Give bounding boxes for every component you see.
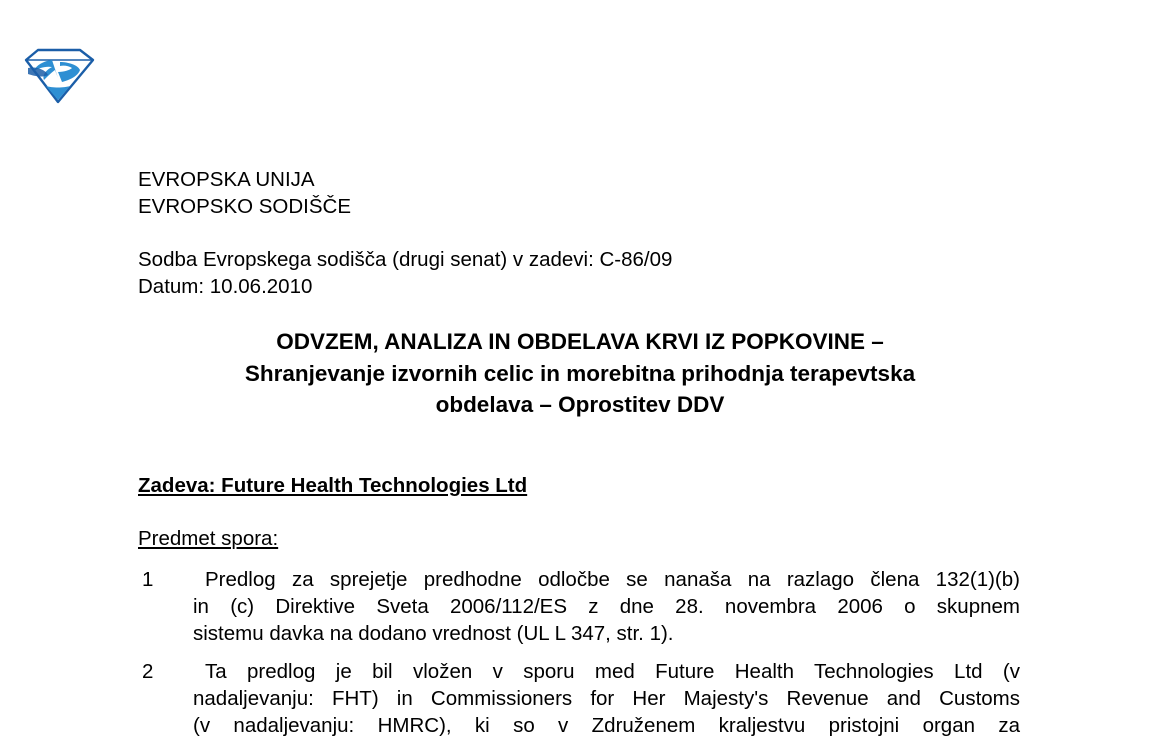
- paragraph-line: nadaljevanju: FHT) in Commissioners for Her Majesty's Revenue and Customs: [193, 687, 1020, 710]
- paragraph-line: sistemu davka na dodano vrednost (UL L 347, str. 1).: [193, 622, 674, 645]
- paragraph: [138, 566, 1020, 647]
- diamond-logo-icon: [22, 48, 96, 104]
- judgment-date: Datum: 10.06.2010: [138, 275, 313, 298]
- court-label: EVROPSKO SODIŠČE: [138, 195, 352, 218]
- subject-heading: Predmet spora:: [138, 527, 279, 550]
- header: [138, 166, 351, 220]
- paragraph-line: (v nadaljevanju: HMRC), ki so v Združenem kraljestvu pristojni organ za: [193, 714, 1020, 737]
- paragraph-line: Ta predlog je bil vložen v sporu med Future Health Technologies Ltd (v: [205, 660, 1020, 683]
- paragraph-line: in (c) Direktive Sveta 2006/112/ES z dne 28. novembra 2006 o skupnem: [193, 595, 1020, 618]
- title-line-1: ODVZEM, ANALIZA IN OBDELAVA KRVI IZ POPKOVINE –: [276, 329, 884, 354]
- paragraph: [138, 658, 1020, 739]
- title-line-3: obdelava – Oprostitev DDV: [435, 392, 725, 417]
- paragraph-number: 1: [142, 568, 154, 591]
- paragraph-number: 2: [142, 660, 154, 683]
- union-label: EVROPSKA UNIJA: [138, 168, 315, 191]
- judgment-meta: [138, 246, 672, 300]
- title-line-2: Shranjevanje izvornih celic in morebitna prihodnja terapevtska: [244, 360, 916, 386]
- judgment-reference: Sodba Evropskega sodišča (drugi senat) v zadevi: C-86/09: [138, 248, 673, 271]
- case-heading: Zadeva: Future Health Technologies Ltd: [138, 474, 528, 497]
- paragraph-line: Predlog za sprejetje predhodne odločbe se nanaša na razlago člena 132(1)(b): [205, 568, 1020, 591]
- sd-logo: [22, 48, 96, 104]
- document-title: [120, 326, 1040, 421]
